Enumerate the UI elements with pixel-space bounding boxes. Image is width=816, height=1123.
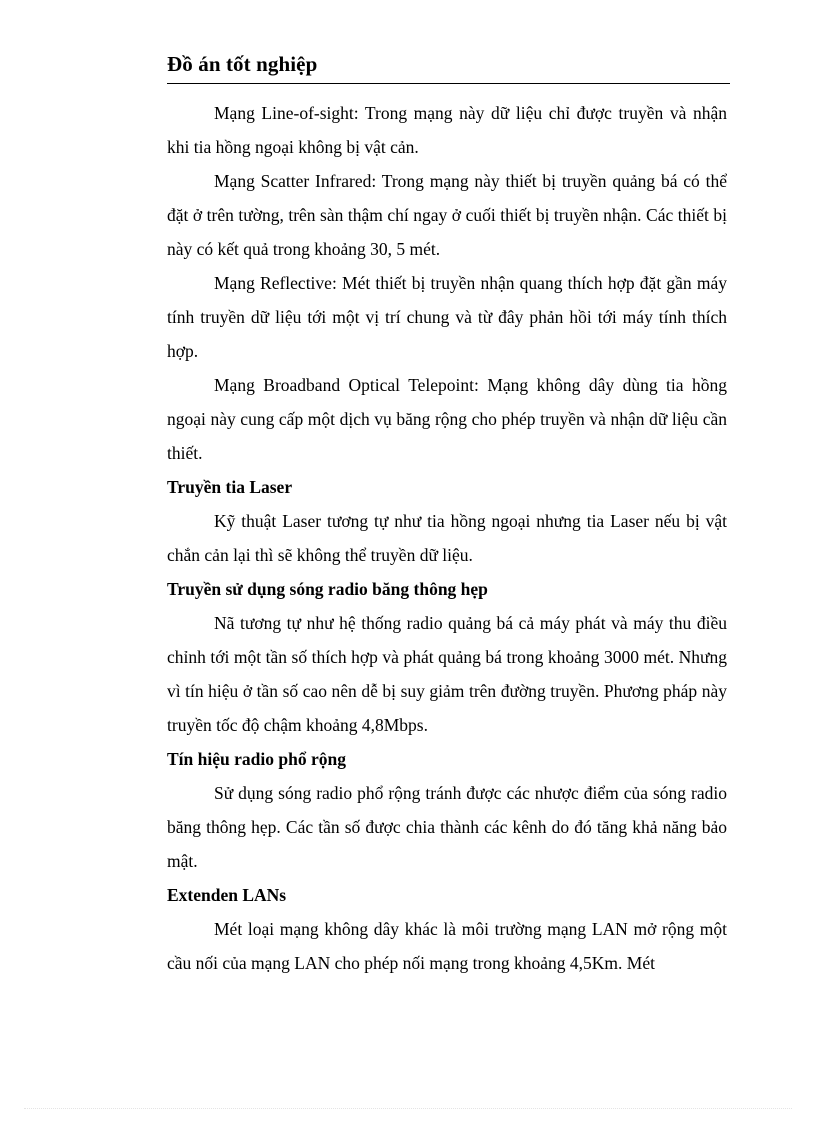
- paragraph-reflective: Mạng Reflective: Mét thiết bị truyền nhận quang thích hợp đặt gần máy tính truyền dữ liệu tới một vị trí chung và từ đây phản hồi tới máy tính thích hợp.: [167, 273, 727, 361]
- heading-spread-spectrum: Tín hiệu radio phổ rộng: [167, 749, 346, 769]
- paragraph-narrowband-radio: Nã tương tự như hệ thống radio quảng bá cả máy phát và máy thu điều chỉnh tới một tần số thích hợp và phát quảng bá trong khoảng 3000 mét. Nhưng vì tín hiệu ở tần số cao nên dễ bị suy giảm trên đường truyền. Phương pháp này truyền tốc độ chậm khoảng 4,8Mbps.: [167, 613, 727, 735]
- paragraph-scatter-infrared: Mạng Scatter Infrared: Trong mạng này thiết bị truyền quảng bá có thể đặt ở trên tường, trên sàn thậm chí ngay ở cuối thiết bị truyền nhận. Các thiết bị này có kết quả trong khoảng 30, 5 mét.: [167, 171, 727, 259]
- document-title: Đồ án tốt nghiệp: [167, 52, 318, 76]
- page-bottom-divider: [24, 1108, 792, 1109]
- document-body: [167, 96, 727, 980]
- paragraph-broadband-optical: Mạng Broadband Optical Telepoint: Mạng không dây dùng tia hồng ngoại này cung cấp một dịch vụ băng rộng cho phép truyền và nhận dữ liệu cần thiết.: [167, 375, 727, 463]
- paragraph-line-of-sight: Mạng Line-of-sight: Trong mạng này dữ liệu chỉ được truyền và nhận khi tia hồng ngoại không bị vật cản.: [167, 103, 727, 157]
- paragraph-laser: Kỹ thuật Laser tương tự như tia hồng ngoại nhưng tia Laser nếu bị vật chắn cản lại thì sẽ không thể truyền dữ liệu.: [167, 511, 727, 565]
- heading-extended-lans: Extenden LANs: [167, 885, 287, 905]
- heading-laser: Truyền tia Laser: [167, 477, 293, 497]
- page-header: [167, 50, 730, 84]
- heading-narrowband-radio: Truyền sử dụng sóng radio băng thông hẹp: [167, 579, 488, 599]
- paragraph-spread-spectrum: Sử dụng sóng radio phổ rộng tránh được các nhược điểm của sóng radio băng thông hẹp. Các tần số được chia thành các kênh do đó tăng khả năng bảo mật.: [167, 783, 727, 871]
- paragraph-extended-lans: Mét loại mạng không dây khác là môi trường mạng LAN mở rộng một cầu nối của mạng LAN cho phép nối mạng trong khoảng 4,5Km. Mét: [167, 919, 727, 973]
